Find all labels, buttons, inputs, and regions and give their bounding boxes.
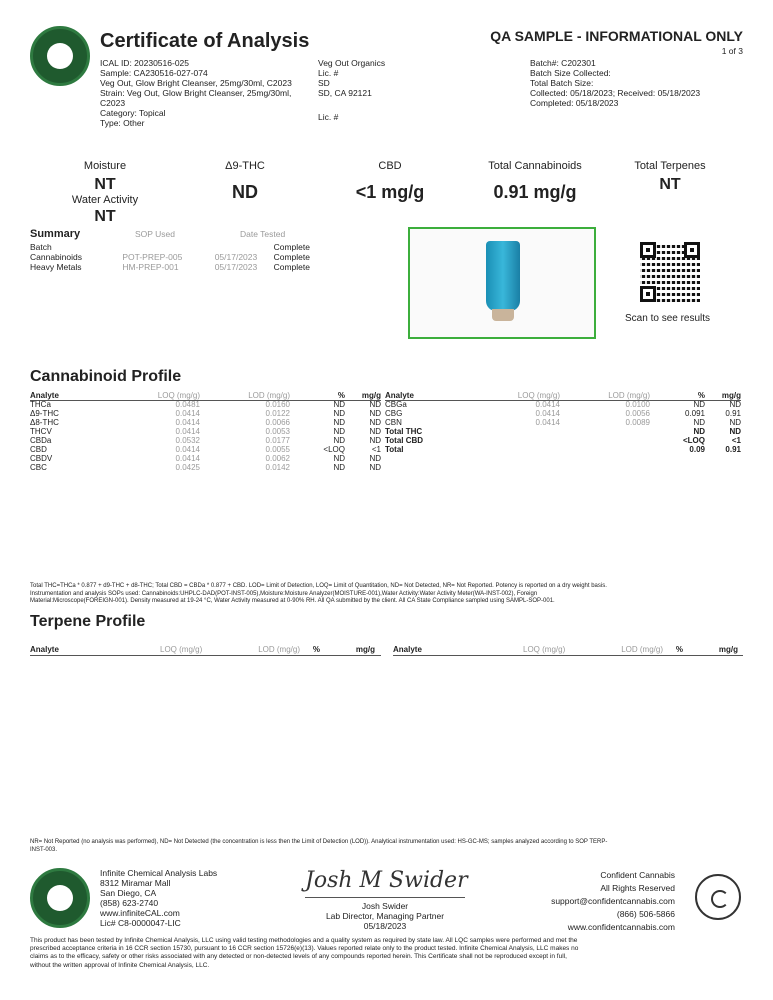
cannabinoid-profile-title: Cannabinoid Profile — [30, 368, 182, 385]
sample-info: ICAL ID: 20230516-025 Sample: CA230516-027-074 Veg Out, Glow Bright Cleanser, 25mg/30ml, C2023 Strain: Veg Out, Glow Bright Cleanser, 25mg/30ml, C2023 Category: Topical Type: Other — [100, 58, 292, 128]
table-row — [385, 400, 741, 409]
cell-pct: ND — [333, 436, 345, 445]
cell-lod — [560, 436, 650, 445]
lab-logo-footer — [30, 868, 90, 928]
cbd-metric: CBD <1 mg/g — [355, 160, 425, 202]
cell-lod — [560, 445, 650, 454]
qa-banner: QA SAMPLE - INFORMATIONAL ONLY — [490, 28, 743, 44]
cell-pct: ND — [333, 463, 345, 472]
cell-mgg: ND — [369, 418, 381, 427]
terpene-header-right: Analyte LOQ (mg/g) LOD (mg/g) % mg/g — [393, 645, 738, 654]
table-row — [30, 436, 381, 445]
cell-pct: 0.09 — [689, 445, 705, 454]
cell-analyte: THCa — [30, 400, 51, 409]
cell-mgg: ND — [729, 427, 741, 436]
cell-analyte: Total CBD — [385, 436, 424, 445]
thc-metric: Δ9-THC ND — [225, 160, 265, 202]
lab-logo — [30, 26, 90, 86]
summary-title: Summary — [30, 228, 81, 240]
confident-info: Confident Cannabis All Rights Reserved support@confidentcannabis.com (866) 506-5866 www.confidentcannabis.com — [551, 870, 675, 932]
cell-mgg: ND — [369, 400, 381, 409]
cell-loq: 0.0414 — [535, 418, 560, 427]
cell-pct: <LOQ — [682, 436, 705, 445]
table-header-row: Analyte LOQ (mg/g) LOD (mg/g) % mg/g — [385, 391, 741, 400]
table-row — [30, 454, 381, 463]
cell-lod: 0.0055 — [265, 445, 290, 454]
cell-lod: 0.0066 — [265, 418, 290, 427]
cell-mgg: <1 — [371, 445, 381, 454]
cell-lod: 0.0177 — [265, 436, 290, 445]
cell-loq — [480, 445, 560, 454]
product-photo — [408, 227, 596, 339]
cell-loq: 0.0414 — [175, 427, 200, 436]
cell-mgg: ND — [369, 427, 381, 436]
cell-lod: 0.0160 — [265, 400, 290, 409]
page-number: 1 of 3 — [721, 46, 743, 56]
table-row — [30, 400, 381, 409]
batch-info: Batch#: C202301 Batch Size Collected: Total Batch Size: Collected: 05/18/2023; Received: 05/18/2023 Completed: 05/18/2023 — [530, 58, 701, 108]
cell-loq — [480, 427, 560, 436]
cell-mgg: ND — [369, 436, 381, 445]
cell-analyte: Δ9-THC — [30, 409, 59, 418]
cell-loq: 0.0425 — [175, 463, 200, 472]
cell-mgg: ND — [369, 463, 381, 472]
cell-mgg: ND — [729, 400, 741, 409]
qr-caption: Scan to see results — [625, 313, 711, 324]
cell-pct: ND — [693, 427, 705, 436]
cell-loq — [480, 436, 560, 445]
cell-loq: 0.0414 — [175, 445, 200, 454]
cell-analyte: CBDV — [30, 454, 53, 463]
cell-pct: ND — [333, 418, 345, 427]
date-header: Date Tested — [240, 229, 286, 239]
table-row — [385, 427, 741, 436]
cell-pct: ND — [333, 400, 345, 409]
cell-lod — [560, 427, 650, 436]
cell-lod: 0.0100 — [625, 400, 650, 409]
table-header-row: Analyte LOQ (mg/g) LOD (mg/g) % mg/g — [30, 391, 381, 400]
cell-analyte: CBGa — [385, 400, 407, 409]
cannabinoid-footnote: Total THC=THCa * 0.877 + d9-THC + d8-THC; Total CBD = CBDa * 0.877 + CBD. LOD= Limit of Detection, LOQ= Limit of Quantitation, ND= Not Detected, NR= Not Reported. Potency is reported on a dry weight basis. Instrumentation and analysis SOPs used: Cannabinoids:UHPLC-DAD(POT-INST-005),Moisture:Moisture Analyzer(MOISTURE-001),Water Activity:Water Activity Meter(WA-INST-002), Foreign Material:Microscope(FOREIGN-001). Density measured at 19-24 °C, Water Activity measured at 0-90% RH. All QA submitted by the client. All CA State Compliance sampled using SAMPL-SOP-001. — [30, 583, 607, 604]
cell-analyte: CBG — [385, 409, 403, 418]
table-row — [30, 409, 381, 418]
cell-loq: 0.0532 — [175, 436, 200, 445]
cell-pct: ND — [693, 400, 705, 409]
client-info: Veg Out Organics Lic. # SD SD, CA 92121 Lic. # — [318, 58, 386, 122]
summary-row: Batch Complete — [30, 242, 310, 252]
table-row — [385, 409, 741, 418]
total-terpenes-metric: Total Terpenes NT — [634, 160, 706, 193]
cell-lod: 0.0142 — [265, 463, 290, 472]
summary-row: Heavy Metals HM-PREP-001 05/17/2023 Complete — [30, 262, 310, 272]
sop-header: SOP Used — [135, 229, 176, 239]
summary-row: Cannabinoids POT-PREP-005 05/17/2023 Complete — [30, 252, 310, 262]
page-title: Certificate of Analysis — [100, 30, 310, 52]
cell-lod: 0.0089 — [625, 418, 650, 427]
cell-analyte: THCV — [30, 427, 52, 436]
cell-loq: 0.0414 — [175, 418, 200, 427]
qr-code[interactable] — [640, 242, 700, 302]
moisture-metric: Moisture NT Water Activity NT — [71, 160, 139, 225]
table-row — [30, 463, 381, 472]
cell-mgg: 0.91 — [725, 445, 741, 454]
cannabinoid-table-left — [30, 391, 381, 472]
table-row — [30, 418, 381, 427]
table-row — [385, 445, 741, 454]
cell-pct: ND — [333, 427, 345, 436]
cell-loq: 0.0414 — [175, 454, 200, 463]
cell-lod: 0.0122 — [265, 409, 290, 418]
terpene-footnote: NR= Not Reported (no analysis was performed), ND= Not Detected (the concentration is less then the Limit of Detection (LOD)). Analytical instrumentation used: HS-GC-MS; samples analyzed according to SOP TERP- INST-003. — [30, 839, 608, 853]
cell-pct: ND — [333, 454, 345, 463]
cell-mgg: ND — [369, 409, 381, 418]
cell-analyte: CBC — [30, 463, 47, 472]
cell-analyte: CBN — [385, 418, 402, 427]
cell-analyte: Total — [385, 445, 404, 454]
cell-pct: ND — [693, 418, 705, 427]
table-row — [30, 427, 381, 436]
table-row — [30, 445, 381, 454]
cell-pct: 0.091 — [684, 409, 705, 418]
cell-mgg: <1 — [731, 436, 741, 445]
signature-block: Josh Swider Lab Director, Managing Partner 05/18/2023 — [325, 901, 445, 931]
signature-script: Josh M Swider — [305, 868, 468, 893]
cell-lod: 0.0053 — [265, 427, 290, 436]
cell-loq: 0.0414 — [535, 409, 560, 418]
disclaimer: This product has been tested by Infinite Chemical Analysis, LLC using valid testing methodologies and a quality system as required by state law. All LQC samples were performed and met the prescribed acceptance criteria in 16 CCR section 15730, pursuant to 16 CCR section 15726(e)(13). Values reported relate only to the product tested. Infinite Chemical Analysis, LLC makes no claims as to the efficacy, safety or other risks associated with any detected or non-detected levels of any compounds reported herein. This Certificate shall not be reproduced except in full, without the written approval of Infinite Chemical Analysis, LLC. — [30, 937, 579, 969]
cell-mgg: 0.91 — [725, 409, 741, 418]
cell-loq: 0.0414 — [535, 400, 560, 409]
table-row — [385, 418, 741, 427]
cell-analyte: CBD — [30, 445, 47, 454]
cell-lod: 0.0056 — [625, 409, 650, 418]
cell-analyte: CBDa — [30, 436, 52, 445]
total-cannabinoids-metric: Total Cannabinoids 0.91 mg/g — [488, 160, 582, 202]
table-row — [385, 436, 741, 445]
cell-pct: <LOQ — [323, 445, 345, 454]
cell-mgg: ND — [369, 454, 381, 463]
lab-info: Infinite Chemical Analysis Labs 8312 Miramar Mall San Diego, CA (858) 623-2740 www.infiniteCAL.com Lic# C8-0000047-LIC — [100, 868, 218, 928]
cell-mgg: ND — [729, 418, 741, 427]
cell-analyte: Δ8-THC — [30, 418, 59, 427]
summary-table — [30, 242, 310, 272]
cell-pct: ND — [333, 409, 345, 418]
cell-lod: 0.0062 — [265, 454, 290, 463]
confident-cannabis-logo — [695, 874, 741, 920]
cell-loq: 0.0481 — [175, 400, 200, 409]
cell-loq: 0.0414 — [175, 409, 200, 418]
terpene-header-left: Analyte LOQ (mg/g) LOD (mg/g) % mg/g — [30, 645, 375, 654]
cell-analyte: Total THC — [385, 427, 423, 436]
terpene-profile-title: Terpene Profile — [30, 613, 146, 630]
